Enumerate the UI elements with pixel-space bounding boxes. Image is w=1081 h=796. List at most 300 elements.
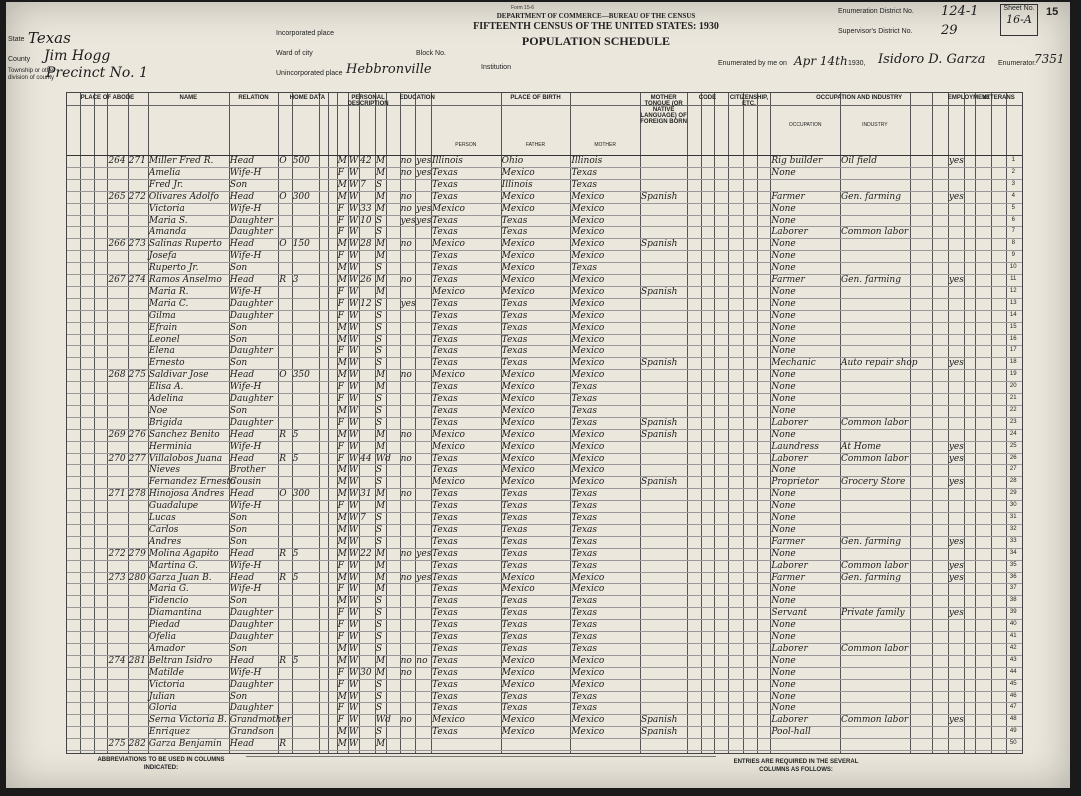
cell-ind: Common labor bbox=[840, 417, 909, 428]
cell-val: 5 bbox=[292, 572, 299, 583]
cell-p: Mexico bbox=[432, 203, 465, 214]
cell-ms: M bbox=[375, 584, 386, 595]
cell-occ: Rig builder bbox=[771, 156, 823, 166]
cell-tenure: R bbox=[279, 275, 286, 285]
cell-name: Amanda bbox=[148, 227, 187, 238]
cell-name: Elisa A. bbox=[148, 382, 184, 393]
cell-m: Texas bbox=[571, 560, 598, 571]
cell-val: 5 bbox=[292, 429, 299, 440]
cell-p: Texas bbox=[432, 417, 458, 428]
cell-f: Texas bbox=[501, 227, 528, 238]
cell-school: no bbox=[400, 667, 412, 678]
cell-tenure: O bbox=[279, 370, 287, 381]
cell-rel: Wife-H bbox=[229, 203, 262, 214]
cell-sex: F bbox=[337, 417, 344, 428]
cell-school: no bbox=[400, 429, 412, 440]
cell-m: Mexico bbox=[571, 584, 605, 595]
cell-school: no bbox=[400, 715, 412, 726]
cell-sex: F bbox=[337, 501, 344, 512]
cell-race: W bbox=[348, 608, 359, 619]
row-number: 1 bbox=[1011, 157, 1015, 163]
row-number: 12 bbox=[1009, 287, 1017, 294]
cell-occ: None bbox=[771, 322, 796, 333]
cell-m: Texas bbox=[571, 643, 598, 654]
cell-name: Villalobos Juana bbox=[148, 453, 223, 464]
cell-school: no bbox=[400, 203, 412, 214]
cell-m: Mexico bbox=[571, 203, 605, 214]
cell-rel: Daughter bbox=[229, 215, 273, 226]
cell-occ: None bbox=[771, 667, 796, 678]
cell-name: Martina G. bbox=[148, 560, 199, 571]
cell-ms: S bbox=[375, 417, 383, 428]
cell-p: Texas bbox=[432, 453, 458, 464]
cell-m: Texas bbox=[571, 417, 598, 428]
cell-rel: Wife-H bbox=[229, 667, 262, 678]
cell-occ: Farmer bbox=[771, 536, 805, 547]
cell-f: Mexico bbox=[501, 251, 535, 262]
cell-ms: M bbox=[375, 370, 386, 381]
census-title: FIFTEENTH CENSUS OF THE UNITED STATES: 1930 bbox=[473, 21, 719, 32]
cell-ms: Wd bbox=[375, 453, 391, 464]
row-number: 16 bbox=[1009, 335, 1017, 342]
cell-ms: M bbox=[375, 739, 386, 750]
cell-rel: Wife-H bbox=[229, 286, 262, 297]
incorporated-label: Incorporated place bbox=[276, 30, 334, 37]
state-label: State bbox=[8, 36, 25, 43]
cell-race: W bbox=[348, 286, 359, 297]
ed-value: 124-1 bbox=[941, 4, 979, 19]
cell-rel: Daughter bbox=[229, 703, 273, 714]
cell-m: Mexico bbox=[571, 239, 605, 250]
cell-ms: S bbox=[375, 608, 383, 619]
cell-rel: Daughter bbox=[229, 298, 273, 309]
cell-name: Noe bbox=[148, 405, 168, 416]
cell-ms: S bbox=[375, 691, 383, 702]
column-group-header: HOME DATA bbox=[289, 95, 326, 101]
cell-sex: M bbox=[337, 739, 347, 750]
row-number: 19 bbox=[1009, 371, 1017, 378]
cell-p: Texas bbox=[432, 191, 458, 202]
cell-school: no bbox=[400, 453, 412, 464]
enumerated-year: 1930, bbox=[848, 60, 866, 67]
cell-tongue: Spanish bbox=[641, 727, 678, 738]
cell-ms: S bbox=[375, 310, 383, 321]
cell-age: 22 bbox=[360, 548, 372, 559]
row-number: 46 bbox=[1009, 692, 1017, 699]
cell-f: Texas bbox=[501, 215, 528, 226]
abbreviations-title: ABBREVIATIONS TO BE USED IN COLUMNS INDICATED: bbox=[97, 757, 225, 771]
cell-ms: S bbox=[375, 215, 383, 226]
cell-m: Texas bbox=[571, 691, 598, 702]
cell-sex: F bbox=[337, 286, 344, 297]
cell-sex: F bbox=[337, 203, 344, 214]
cell-race: W bbox=[348, 465, 359, 476]
cell-name: Josefa bbox=[148, 251, 177, 262]
cell-sex: F bbox=[337, 394, 344, 404]
cell-rel: Head bbox=[229, 156, 255, 166]
cell-ind: Gen. farming bbox=[840, 191, 901, 202]
cell-ms: M bbox=[375, 429, 386, 440]
cell-rel: Son bbox=[229, 536, 248, 547]
cell-f: Mexico bbox=[501, 465, 535, 476]
cell-tenure: R bbox=[279, 655, 286, 666]
cell-m: Texas bbox=[571, 501, 598, 512]
cell-m: Mexico bbox=[571, 655, 605, 666]
form-number: Form 15-6 bbox=[511, 5, 535, 11]
cell-occ: None bbox=[771, 620, 796, 631]
row-number: 5 bbox=[1011, 204, 1015, 211]
cell-name: Sanchez Benito bbox=[148, 429, 220, 440]
column-group-header: PLACE OF ABODE bbox=[80, 95, 135, 101]
cell-m: Mexico bbox=[571, 477, 605, 488]
cell-race: W bbox=[348, 334, 359, 345]
cell-name: Piedad bbox=[148, 620, 181, 631]
cell-f: Texas bbox=[501, 358, 528, 369]
cell-p: Mexico bbox=[432, 286, 465, 297]
cell-p: Mexico bbox=[432, 239, 465, 250]
cell-ms: M bbox=[375, 572, 386, 583]
cell-m: Texas bbox=[571, 513, 598, 523]
cell-f: Texas bbox=[501, 489, 528, 500]
cell-name: Julian bbox=[148, 691, 176, 702]
cell-dw: 271 bbox=[108, 489, 126, 500]
cell-ms: S bbox=[375, 179, 383, 190]
cell-ms: Wd bbox=[375, 715, 391, 726]
cell-ind: Auto repair shop bbox=[840, 358, 918, 369]
cell-sex: F bbox=[337, 703, 344, 714]
cell-f: Mexico bbox=[501, 679, 535, 690]
cell-f: Mexico bbox=[501, 275, 535, 285]
cell-m: Illinois bbox=[571, 156, 603, 166]
cell-ms: S bbox=[375, 596, 383, 607]
cell-rel: Grandmother bbox=[229, 715, 292, 726]
sheet-label: Sheet No. bbox=[1003, 5, 1035, 12]
cell-tenure: O bbox=[279, 239, 287, 250]
cell-ind: At Home bbox=[840, 441, 881, 452]
cell-p: Texas bbox=[432, 227, 458, 238]
cell-race: W bbox=[348, 739, 359, 750]
row-number: 42 bbox=[1009, 644, 1017, 651]
cell-sex: M bbox=[337, 334, 347, 345]
cell-tenure: R bbox=[279, 429, 286, 440]
cell-ind: Gen. farming bbox=[840, 275, 901, 285]
cell-f: Mexico bbox=[501, 477, 535, 488]
cell-name: Matilde bbox=[148, 667, 184, 678]
cell-race: W bbox=[348, 477, 359, 488]
cell-dw: 264 bbox=[108, 156, 126, 166]
cell-occ: Farmer bbox=[771, 275, 805, 285]
cell-f: Mexico bbox=[501, 382, 535, 393]
occupation-subheader: INDUSTRY bbox=[862, 122, 888, 128]
cell-race: W bbox=[348, 429, 359, 440]
cell-ms: S bbox=[375, 477, 383, 488]
cell-name: Victoria bbox=[148, 679, 185, 690]
column-group-header: MOTHER TONGUE (OR NATIVE LANGUAGE) OF FOREIGN BORN bbox=[640, 95, 687, 125]
cell-tongue: Spanish bbox=[641, 715, 678, 726]
cell-tongue: Spanish bbox=[641, 286, 678, 297]
cell-p: Texas bbox=[432, 405, 458, 416]
cell-occ: None bbox=[771, 298, 796, 309]
cell-fam: 277 bbox=[128, 453, 146, 464]
cell-age: 10 bbox=[360, 215, 372, 226]
cell-occ: Mechanic bbox=[771, 358, 816, 369]
cell-f: Mexico bbox=[501, 405, 535, 416]
cell-race: W bbox=[348, 715, 359, 726]
cell-sex: M bbox=[337, 263, 347, 274]
cell-val: 150 bbox=[292, 239, 310, 250]
cell-m: Mexico bbox=[571, 346, 605, 357]
cell-name: Leonel bbox=[148, 334, 180, 345]
cell-ms: M bbox=[375, 275, 386, 285]
cell-f: Texas bbox=[501, 322, 528, 333]
cell-rel: Daughter bbox=[229, 608, 273, 619]
enumerated-date: Apr 14th bbox=[794, 54, 848, 68]
cell-rel: Grandson bbox=[229, 727, 275, 738]
schedule-title: POPULATION SCHEDULE bbox=[521, 34, 671, 48]
cell-name: Molina Agapito bbox=[148, 548, 219, 559]
cell-m: Mexico bbox=[571, 370, 605, 381]
cell-rel: Daughter bbox=[229, 417, 273, 428]
row-number: 37 bbox=[1009, 585, 1017, 592]
cell-val: 5 bbox=[292, 453, 299, 464]
cell-rel: Daughter bbox=[229, 679, 273, 690]
cell-ms: S bbox=[375, 513, 383, 523]
cell-f: Mexico bbox=[501, 191, 535, 202]
state-value: Texas bbox=[28, 29, 71, 47]
cell-rel: Wife-H bbox=[229, 167, 262, 178]
cell-dw: 268 bbox=[108, 370, 126, 381]
cell-race: W bbox=[348, 417, 359, 428]
cell-age: 31 bbox=[360, 489, 372, 500]
department-line: DEPARTMENT OF COMMERCE—BUREAU OF THE CENSUS bbox=[496, 12, 696, 20]
cell-p: Texas bbox=[432, 572, 458, 583]
cell-rel: Head bbox=[229, 370, 255, 381]
cell-read: yes bbox=[416, 572, 432, 583]
cell-m: Mexico bbox=[571, 441, 605, 452]
institution-label: Institution bbox=[481, 64, 511, 71]
cell-occ: Laborer bbox=[771, 715, 808, 726]
cell-rel: Son bbox=[229, 179, 248, 190]
cell-occ: None bbox=[771, 489, 796, 500]
cell-ms: M bbox=[375, 382, 386, 393]
birthplace-subheader: MOTHER bbox=[594, 142, 616, 148]
cell-race: W bbox=[348, 405, 359, 416]
cell-rel: Son bbox=[229, 358, 248, 369]
cell-f: Texas bbox=[501, 608, 528, 619]
cell-read: yes bbox=[416, 548, 432, 559]
row-number: 32 bbox=[1009, 525, 1017, 532]
cell-occ: None bbox=[771, 691, 796, 702]
cell-occ: None bbox=[771, 513, 796, 523]
cell-race: W bbox=[348, 394, 359, 404]
cell-school: no bbox=[400, 156, 412, 166]
cell-age: 42 bbox=[360, 156, 372, 166]
cell-empl: yes bbox=[948, 608, 964, 619]
county-value: Jim Hogg bbox=[44, 48, 111, 64]
cell-race: W bbox=[348, 156, 359, 166]
cell-race: W bbox=[348, 298, 359, 309]
row-number: 30 bbox=[1009, 502, 1017, 509]
column-group-header: VETERANS bbox=[982, 95, 1015, 101]
cell-sex: F bbox=[337, 215, 344, 226]
cell-name: Serna Victoria B. bbox=[148, 715, 227, 726]
column-group-header: EMPLOYMENT bbox=[947, 95, 991, 101]
unincorporated-value: Hebbronville bbox=[346, 62, 432, 77]
cell-rel: Daughter bbox=[229, 632, 273, 642]
column-group-header: EDUCATION bbox=[399, 95, 435, 101]
cell-ms: S bbox=[375, 227, 383, 238]
cell-p: Texas bbox=[432, 536, 458, 547]
cell-occ: Proprietor bbox=[771, 477, 819, 488]
cell-race: W bbox=[348, 167, 359, 178]
cell-name: Victoria bbox=[148, 203, 185, 214]
cell-occ: None bbox=[771, 263, 796, 274]
county-label: County bbox=[8, 56, 31, 63]
cell-race: W bbox=[348, 667, 359, 678]
cell-race: W bbox=[348, 620, 359, 631]
cell-dw: 269 bbox=[108, 429, 126, 440]
cell-m: Mexico bbox=[571, 715, 605, 726]
cell-m: Texas bbox=[571, 608, 598, 619]
cell-ind: Gen. farming bbox=[840, 536, 901, 547]
cell-m: Mexico bbox=[571, 453, 605, 464]
cell-race: W bbox=[348, 441, 359, 452]
cell-m: Mexico bbox=[571, 227, 605, 238]
row-number: 41 bbox=[1009, 633, 1017, 639]
cell-p: Texas bbox=[432, 513, 458, 523]
cell-sex: F bbox=[337, 715, 344, 726]
row-number: 20 bbox=[1009, 383, 1017, 390]
cell-occ: None bbox=[771, 548, 796, 559]
cell-race: W bbox=[348, 727, 359, 738]
cell-sex: M bbox=[337, 477, 347, 488]
cell-read: yes bbox=[416, 167, 432, 178]
cell-rel: Head bbox=[229, 239, 255, 250]
cell-ms: M bbox=[375, 548, 386, 559]
cell-age: 28 bbox=[360, 239, 372, 250]
cell-empl: yes bbox=[948, 715, 964, 726]
cell-p: Texas bbox=[432, 322, 458, 333]
row-number: 7 bbox=[1011, 228, 1015, 235]
cell-race: W bbox=[348, 548, 359, 559]
cell-name: Ofelia bbox=[148, 632, 177, 642]
cell-race: W bbox=[348, 679, 359, 690]
cell-ms: M bbox=[375, 239, 386, 250]
cell-rel: Son bbox=[229, 405, 248, 416]
cell-rel: Cousin bbox=[229, 477, 262, 488]
sheet-value: 16-A bbox=[1006, 13, 1032, 26]
row-number: 17 bbox=[1009, 347, 1017, 354]
row-number: 14 bbox=[1009, 311, 1017, 318]
cell-race: W bbox=[348, 536, 359, 547]
cell-sex: F bbox=[337, 632, 344, 642]
cell-name: Fred Jr. bbox=[148, 179, 184, 190]
cell-m: Texas bbox=[571, 620, 598, 631]
cell-p: Texas bbox=[432, 251, 458, 262]
cell-tongue: Spanish bbox=[641, 477, 678, 488]
cell-sex: F bbox=[337, 667, 344, 678]
cell-occ: None bbox=[771, 167, 796, 178]
cell-race: W bbox=[348, 596, 359, 607]
cell-name: Maria C. bbox=[148, 298, 189, 309]
cell-rel: Daughter bbox=[229, 620, 273, 631]
cell-p: Texas bbox=[432, 560, 458, 571]
cell-rel: Head bbox=[229, 275, 255, 285]
row-number: 4 bbox=[1011, 192, 1015, 199]
cell-m: Texas bbox=[571, 382, 598, 393]
cell-ms: S bbox=[375, 703, 383, 714]
cell-empl: yes bbox=[948, 441, 964, 452]
cell-f: Mexico bbox=[501, 655, 535, 666]
cell-f: Mexico bbox=[501, 203, 535, 214]
cell-name: Ramos Anselmo bbox=[148, 275, 222, 285]
cell-p: Texas bbox=[432, 548, 458, 559]
cell-tongue: Spanish bbox=[641, 429, 678, 440]
cell-m: Mexico bbox=[571, 667, 605, 678]
cell-school: no bbox=[400, 370, 412, 381]
cell-rel: Head bbox=[229, 429, 255, 440]
cell-ms: S bbox=[375, 727, 383, 738]
column-group-header: PERSONAL DESCRIPTION bbox=[347, 95, 389, 107]
cell-occ: None bbox=[771, 310, 796, 321]
cell-occ: Laborer bbox=[771, 643, 808, 654]
cell-race: W bbox=[348, 691, 359, 702]
cell-f: Mexico bbox=[501, 394, 535, 404]
cell-f: Mexico bbox=[501, 453, 535, 464]
cell-school: no bbox=[400, 655, 412, 666]
cell-ind: Grocery Store bbox=[840, 477, 906, 488]
cell-name: Efrain bbox=[148, 322, 178, 333]
cell-f: Texas bbox=[501, 620, 528, 631]
cell-occ: None bbox=[771, 346, 796, 357]
row-number: 21 bbox=[1009, 395, 1017, 401]
cell-name: Garza Juan B. bbox=[148, 572, 212, 583]
row-number: 2 bbox=[1011, 168, 1015, 175]
unincorporated-label: Unincorporated place bbox=[276, 70, 343, 77]
cell-rel: Head bbox=[229, 548, 255, 559]
cell-p: Mexico bbox=[432, 370, 465, 381]
cell-dw: 270 bbox=[108, 453, 126, 464]
cell-sex: M bbox=[337, 429, 347, 440]
cell-name: Gilma bbox=[148, 310, 176, 321]
cell-name: Guadalupe bbox=[148, 501, 199, 512]
cell-m: Texas bbox=[571, 548, 598, 559]
abbreviations-block bbox=[246, 756, 716, 779]
row-number: 28 bbox=[1009, 478, 1017, 485]
cell-name: Amelia bbox=[148, 167, 181, 178]
row-number: 9 bbox=[1011, 252, 1015, 259]
cell-tenure: O bbox=[279, 156, 287, 166]
cell-age: 44 bbox=[360, 453, 372, 464]
cell-ind: Common labor bbox=[840, 715, 909, 726]
block-label: Block No. bbox=[416, 50, 446, 57]
cell-m: Mexico bbox=[571, 572, 605, 583]
cell-m: Mexico bbox=[571, 298, 605, 309]
cell-school: no bbox=[400, 191, 412, 202]
cell-p: Texas bbox=[432, 275, 458, 285]
cell-p: Texas bbox=[432, 394, 458, 404]
cell-race: W bbox=[348, 322, 359, 333]
cell-occ: None bbox=[771, 382, 796, 393]
cell-p: Texas bbox=[432, 489, 458, 500]
cell-race: W bbox=[348, 203, 359, 214]
cell-ind: Common labor bbox=[840, 453, 909, 464]
row-number: 10 bbox=[1009, 264, 1017, 271]
cell-f: Texas bbox=[501, 596, 528, 607]
cell-f: Texas bbox=[501, 513, 528, 523]
enumerator-name: Isidoro D. Garza bbox=[878, 52, 986, 67]
row-number: 33 bbox=[1009, 537, 1017, 544]
